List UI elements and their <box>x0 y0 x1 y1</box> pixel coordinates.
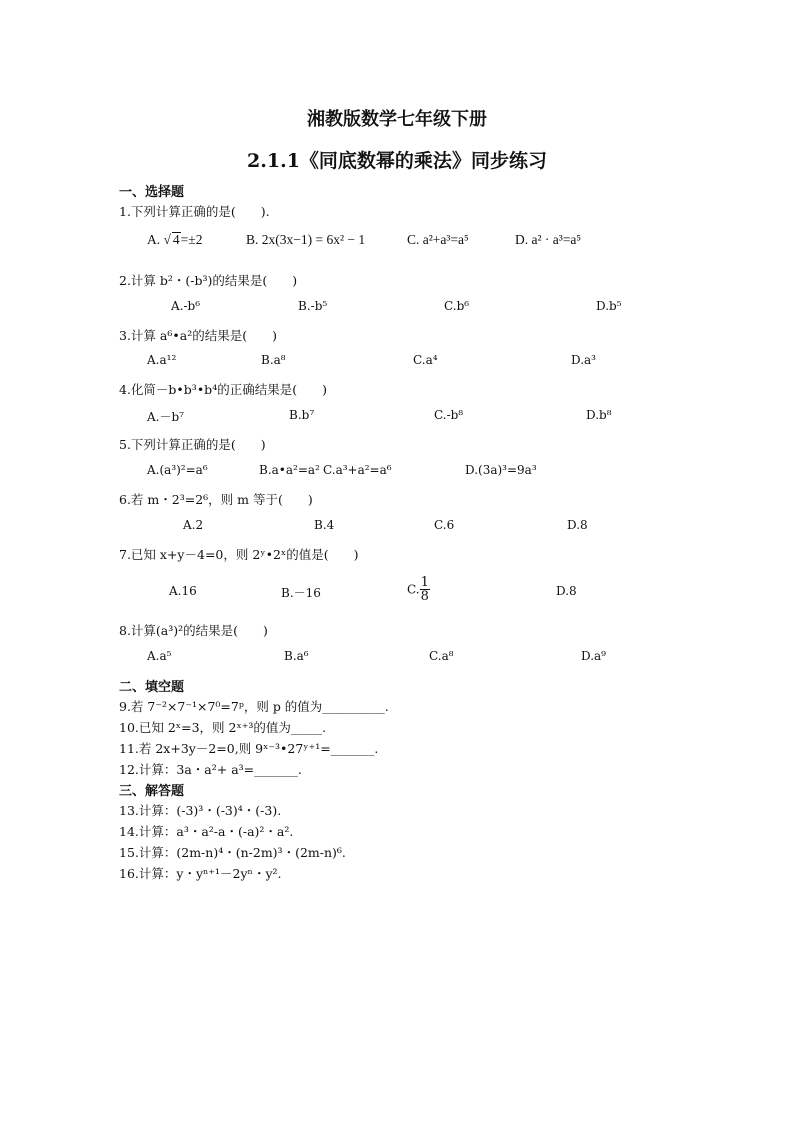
question-4-option-d: D.b⁸ <box>586 408 612 422</box>
question-6-option-a: A.2 <box>183 518 204 532</box>
question-7-option-a: A.16 <box>169 584 197 598</box>
fraction-denominator: 8 <box>420 589 429 604</box>
question-1-option-c: C. a²+a³=a⁵ <box>407 232 469 247</box>
question-2-option-c: C.b⁶ <box>444 299 470 313</box>
question-5-option-a: A.(a³)²=a⁶ <box>147 463 208 477</box>
option-a-rest: =±2 <box>180 232 203 247</box>
sqrt-sign: √ <box>163 232 171 247</box>
question-16: 16.计算：y・yⁿ⁺¹－2yⁿ・y². <box>119 866 282 881</box>
question-4-option-c: C.-b⁸ <box>434 408 464 422</box>
question-4-stem: 4.化简－b•b³•b⁴的正确结果是( ) <box>119 382 327 397</box>
question-3-option-a: A.a¹² <box>147 353 177 367</box>
question-5-option-c: C.a³+a²=a⁶ <box>323 463 392 477</box>
question-8-option-c: C.a⁸ <box>429 649 454 663</box>
question-1-stem: 1.下列计算正确的是( ). <box>119 204 270 219</box>
question-3-option-c: C.a⁴ <box>413 353 438 367</box>
question-7-option-b: B.－16 <box>281 586 321 600</box>
question-11: 11.若 2x+3y－2=0,则 9ˣ⁻³•27ʸ⁺¹=_______. <box>119 741 379 756</box>
section-heading-fill: 二、填空题 <box>119 680 185 695</box>
question-13: 13.计算：(-3)³・(-3)⁴・(-3). <box>119 803 282 818</box>
question-8-option-d: D.a⁹ <box>581 649 606 663</box>
question-10: 10.已知 2ˣ=3，则 2ˣ⁺³的值为_____. <box>119 720 327 735</box>
question-7-stem: 7.已知 x+y－4=0，则 2ʸ•2ˣ的值是( ) <box>119 547 359 562</box>
question-1-option-d: D. a² · a³=a⁵ <box>515 232 582 247</box>
option-c-label: C. <box>407 582 420 597</box>
question-6-stem: 6.若 m・2³=2⁶，则 m 等于( ) <box>119 492 313 507</box>
question-7-option-d: D.8 <box>556 584 577 598</box>
question-6-option-d: D.8 <box>567 518 588 532</box>
question-8-option-a: A.a⁵ <box>147 649 172 663</box>
fraction-one-eighth <box>420 576 430 603</box>
question-2-stem: 2.计算 b²・(-b³)的结果是( ) <box>119 273 298 288</box>
question-1-option-a <box>147 232 202 248</box>
section-heading-solve: 三、解答题 <box>119 784 185 799</box>
question-12: 12.计算：3a・a²+ a³=_______. <box>119 762 302 777</box>
question-2-option-b: B.-b⁵ <box>298 299 328 313</box>
question-3-option-d: D.a³ <box>571 353 596 367</box>
question-4-option-b: B.b⁷ <box>289 408 315 422</box>
document-subtitle: 2.1.1《同底数幂的乘法》同步练习 <box>247 150 547 172</box>
question-5-option-b: B.a•a²=a² <box>259 463 320 477</box>
question-4-option-a: A.－b⁷ <box>147 410 184 424</box>
section-heading-choice: 一、选择题 <box>119 185 185 200</box>
option-a-label: A. <box>147 232 161 247</box>
question-1-option-b: B. 2x(3x−1) = 6x² − 1 <box>246 232 366 247</box>
question-6-option-c: C.6 <box>434 518 455 532</box>
question-8-stem: 8.计算(a³)²的结果是( ) <box>119 623 268 638</box>
question-2-option-d: D.b⁵ <box>596 299 622 313</box>
question-3-stem: 3.计算 a⁶•a²的结果是( ) <box>119 328 277 343</box>
question-6-option-b: B.4 <box>314 518 335 532</box>
question-9: 9.若 7⁻²×7⁻¹×7⁰=7ᵖ，则 p 的值为__________. <box>119 699 389 714</box>
question-7-option-c <box>407 576 430 603</box>
sqrt-radicand: 4 <box>172 232 180 247</box>
question-14: 14.计算：a³・a²-a・(-a)²・a². <box>119 824 294 839</box>
question-3-option-b: B.a⁸ <box>261 353 286 367</box>
question-2-option-a: A.-b⁶ <box>171 299 201 313</box>
question-15: 15.计算：(2m-n)⁴・(n-2m)³・(2m-n)⁶. <box>119 845 346 860</box>
question-5-option-d: D.(3a)³=9a³ <box>465 463 537 477</box>
document-title: 湘教版数学七年级下册 <box>307 109 487 130</box>
question-8-option-b: B.a⁶ <box>284 649 309 663</box>
fraction-numerator: 1 <box>420 575 429 590</box>
question-5-stem: 5.下列计算正确的是( ) <box>119 437 266 452</box>
